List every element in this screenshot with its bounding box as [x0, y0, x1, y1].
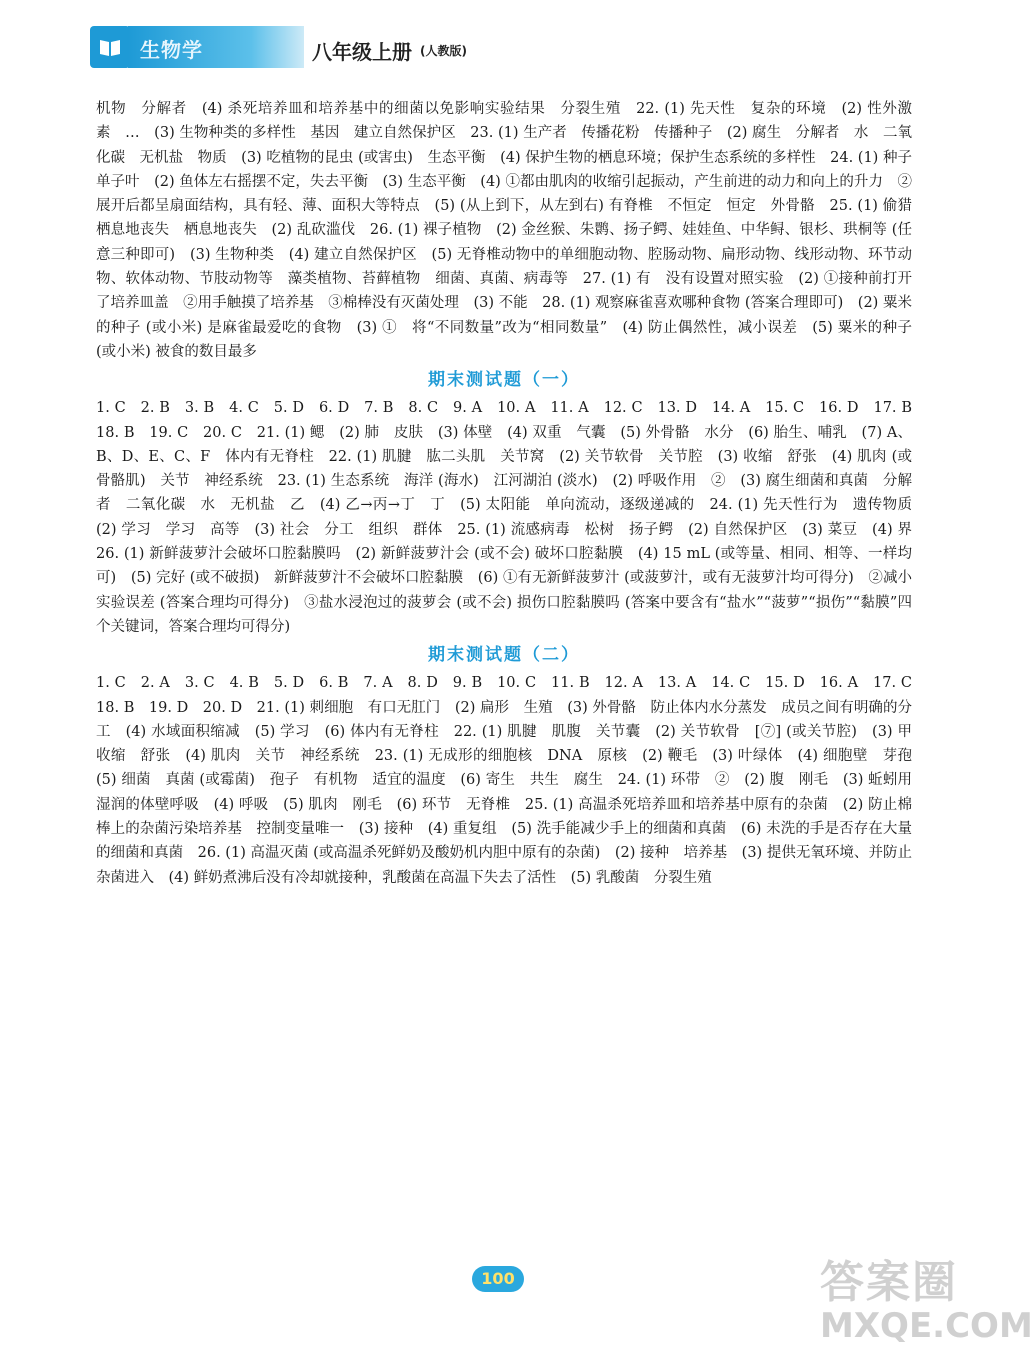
section-answers-final-test-1: 1. C 2. B 3. B 4. C 5. D 6. D 7. B 8. C 9. A 10. A 11. A 12. C 13. D 14. A 15. C 16. D 17. B 18. B 19. C 20. C 21. (1) 鳃 (2) 肺 皮肤 (3) 体壁 (4) 双重 气囊 (5) 外骨骼 水分 (6) 胎生、哺乳 (7) A、B、D、E、C、F 体内有无脊柱 22. (1) 肌腱 肱二头肌 关节窝 (2) 关节软骨 关节腔 (3) 收缩 舒张 (4) 肌肉 (或骨骼肌) 关节 神经系统 23. (1) 生态系统 海洋 (海水) 江河湖泊 (淡水) (2) 呼吸作用 ② (3) 腐生细菌和真菌 分解者 二氧化碳 水 无机盐 乙 (4) 乙→丙→丁 丁 (5) 太阳能 单向流动，逐级递减的 24. (1) 先天性行为 遗传物质 (2) 学习 学习 高等 (3) 社会 分工 组织 群体 25. (1) 流感病毒 松树 扬子鳄 (2) 自然保护区 (3) 菜豆 (4) 界 26. (1) 新鲜菠萝汁会破坏口腔黏膜吗 (2) 新鲜菠萝汁会 (或不会) 破坏口腔黏膜 (4) 15 mL (或等量、相同、相等、一样均可) (5) 完好 (或不破损) 新鲜菠萝汁不会破坏口腔黏膜 (6) ①有无新鲜菠萝汁 (或菠萝汁，或有无菠萝汁均可得分) ②减小实验误差 (答案合理均可得分) ③盐水浸泡过的菠萝会 (或不会) 损伤口腔黏膜吗 (答案中要含有“盐水”“菠萝”“损伤”“黏膜”四个关键词，答案合理均可得分) [96, 400, 927, 635]
section-answers-final-test-2: 1. C 2. A 3. C 4. B 5. D 6. B 7. A 8. D 9. B 10. C 11. B 12. A 13. A 14. C 15. D 16. A 17. C 18. B 19. D 20. D 21. (1) 刺细胞 有口无肛门 (2) 扁形 生殖 (3) 外骨骼 防止体内水分蒸发 成员之间有明确的分工 (4) 水域面积缩减 (5) 学习 (6) 体内有无脊柱 22. (1) 肌腱 肌腹 关节囊 (2) 关节软骨 [⑦] (或关节腔) (3) 甲 收缩 舒张 (4) 肌肉 关节 神经系统 23. (1) 无成形的细胞核 DNA 原核 (2) 鞭毛 (3) 叶绿体 (4) 细胞壁 芽孢 (5) 细菌 真菌 (或霉菌) 孢子 有机物 适宜的温度 (6) 寄生 共生 腐生 24. (1) 环带 ② (2) 腹 刚毛 (3) 蚯蚓用湿润的体壁呼吸 (4) 呼吸 (5) 肌肉 刚毛 (6) 环节 无脊椎 25. (1) 高温杀死培养皿和培养基中原有的杂菌 (2) 防止棉棒上的杂菌污染培养基 控制变量唯一 (3) 接种 (4) 重复组 (5) 洗手能减少手上的细菌和真菌 (6) 未洗的手是否存在大量的细菌和真菌 26. (1) 高温灭菌 (或高温杀死鲜奶及酸奶机内胆中原有的杂菌) (2) 接种 培养基 (3) 提供无氧环境、并防止杂菌进入 (4) 鲜奶煮沸后没有冷却就接种，乳酸菌在高温下失去了活性 (5) 乳酸菌 分裂生殖 [96, 675, 927, 886]
subject-label: 生物学 [140, 38, 203, 62]
section-title-final-test-2: 期末测试题（二） [428, 645, 580, 666]
edition-label: (人教版) [420, 44, 467, 58]
page-number: 100 [472, 1266, 524, 1292]
answer-paragraph: 机物 分解者 (4) 杀死培养皿和培养基中的细菌以免影响实验结果 分裂生殖 22. (1) 先天性 复杂的环境 (2) 性外激素 … (3) 生物种类的多样性 基因 建立自然保护区 23. (1) 生产者 传播花粉 传播种子 (2) 腐生 分解者 水 二氧化碳 无机盐 物质 (3) 吃植物的昆虫 (或害虫) 生态平衡 (4) 保护生物的栖息环境；保护生态系统的多样性 24. (1) 种子 单子叶 (2) 鱼体左右摇摆不定，失去平衡 (3) 生态平衡 (4) ①都由肌肉的收缩引起振动，产生前进的动力和向上的升力 ②展开后都呈扇面结构，具有轻、薄、面积大等特点 (5) (从上到下，从左到右) 有脊椎 不恒定 恒定 外骨骼 25. (1) 偷猎 栖息地丧失 栖息地丧失 (2) 乱砍滥伐 26. (1) 裸子植物 (2) 金丝猴、朱鹮、扬子鳄、娃娃鱼、中华鲟、银杉、珙桐等 (任意三种即可) (3) 生物种类 (4) 建立自然保护区 (5) 无脊椎动物中的单细胞动物、腔肠动物、扁形动物、线形动物、环节动物、软体动物、节肢动物等 藻类植物、苔藓植物 细菌、真菌、病毒等 27. (1) 有 没有设置对照实验 (2) ①接种前打开了培养皿盖 ②用手触摸了培养基 ③棉棒没有灭菌处理 (3) 不能 28. (1) 观察麻雀喜欢哪种食物 (答案合理即可) (2) 粟米的种子 (或小米) 是麻雀最爱吃的食物 (3) ① 将“不同数量”改为“相同数量” (4) 防止偶然性，减小误差 (5) 粟米的种子 (或小米) 被食的数目最多 [96, 101, 927, 360]
watermark-logo [800, 1244, 1033, 1360]
subject-tab [128, 26, 304, 68]
page-header [90, 26, 467, 68]
watermark-url: MXQE.COM [820, 1306, 1033, 1346]
grade-label: 八年级上册 [312, 40, 412, 64]
section-title-final-test-1: 期末测试题（一） [428, 370, 580, 391]
book-icon [90, 26, 130, 68]
watermark-text: 答案圈 [820, 1257, 958, 1308]
answer-content [96, 97, 927, 890]
